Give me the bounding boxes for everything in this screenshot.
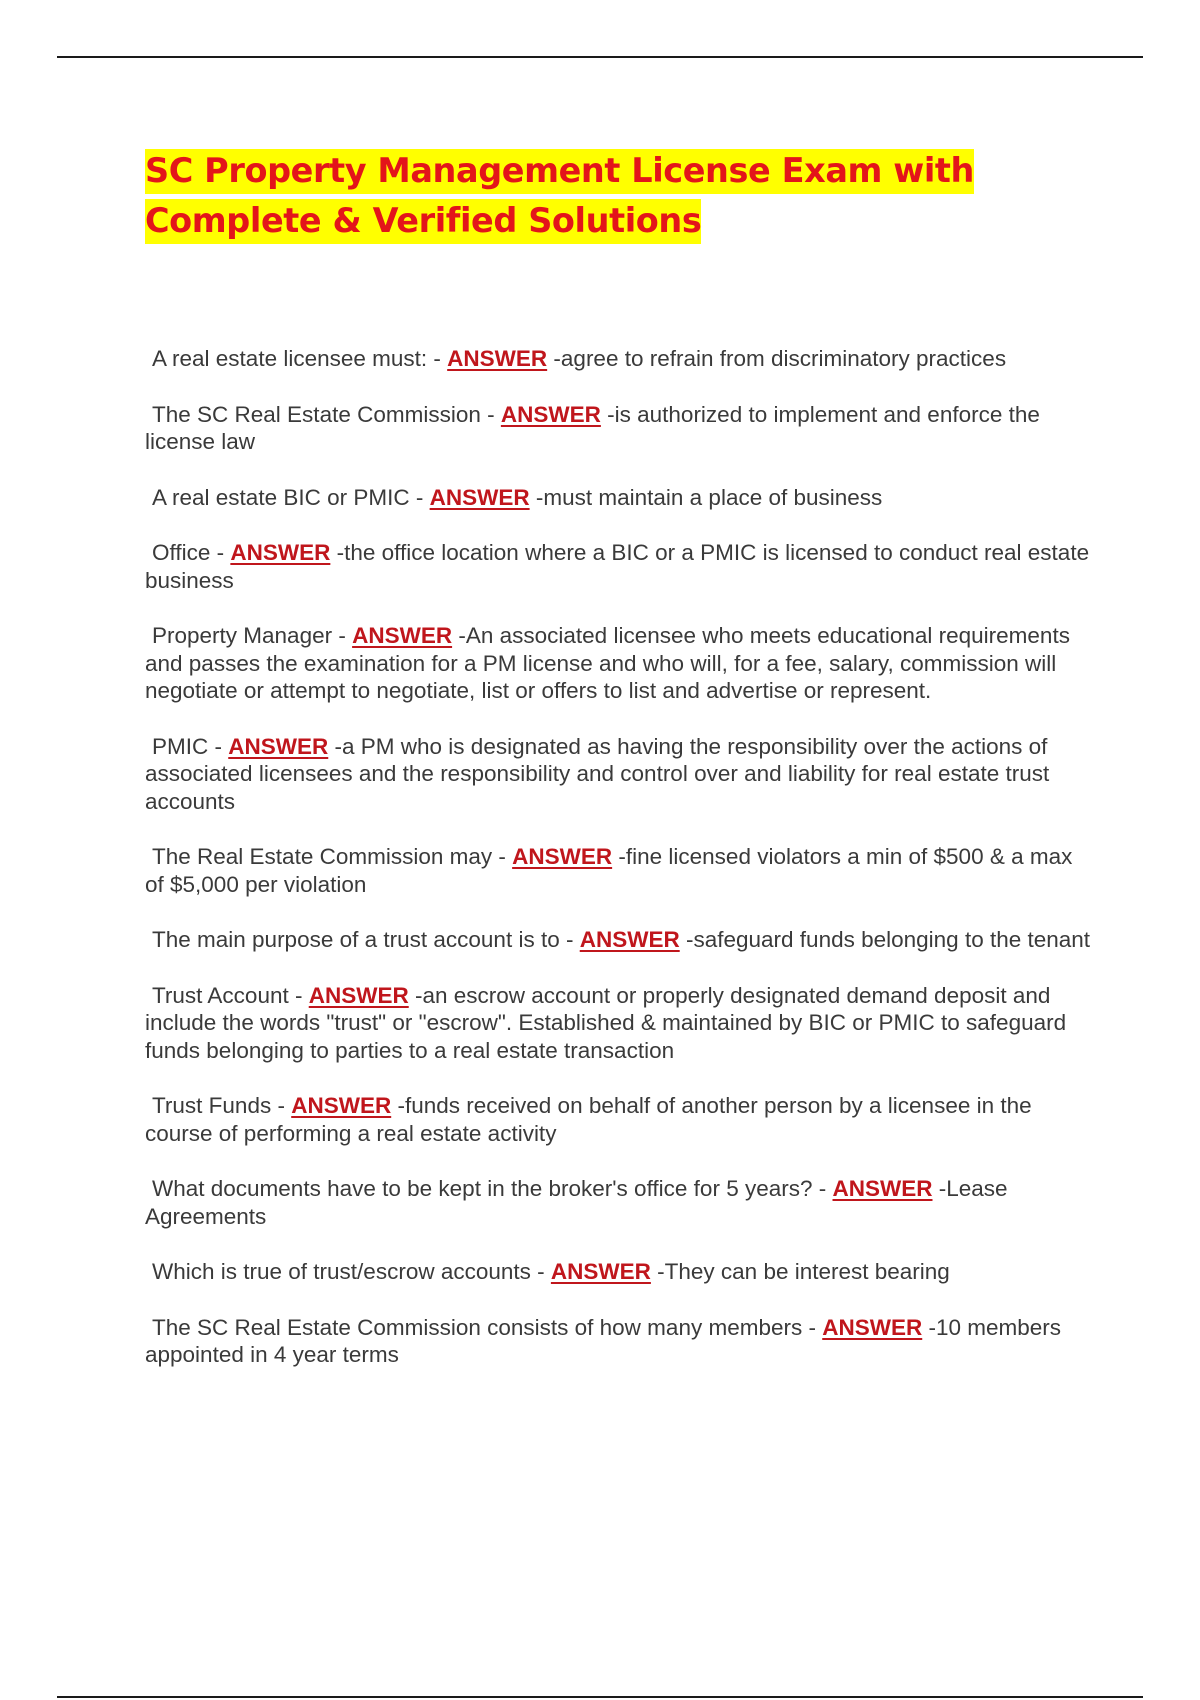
qa-item — [145, 1314, 1095, 1369]
answer-label: ANSWER — [579, 927, 680, 952]
answer-text: -a PM who is designated as having the responsibility over the actions of associated licensees and the responsibility and control over and liability for real estate trust accounts — [145, 733, 1050, 814]
answer-label: ANSWER — [550, 1259, 651, 1284]
answer-text: -funds received on behalf of another person by a licensee in the course of performing a real estate activity — [145, 1093, 1032, 1146]
answer-text: -is authorized to implement and enforce the license law — [145, 401, 1040, 454]
separator: - — [427, 346, 448, 371]
qa-item — [145, 1092, 1095, 1147]
answer-text: -They can be interest bearing — [657, 1259, 950, 1284]
question-text: Which is true of trust/escrow accounts — [152, 1259, 531, 1284]
question-text: The SC Real Estate Commission — [152, 401, 481, 427]
separator: - — [559, 927, 580, 952]
question-text: A real estate BIC or PMIC — [152, 484, 410, 510]
answer-text: -Lease Agreements — [145, 1176, 1008, 1229]
separator: - — [812, 1176, 833, 1201]
separator: - — [480, 401, 501, 427]
answer-label: ANSWER — [308, 982, 409, 1008]
answer-label: ANSWER — [352, 623, 453, 648]
qa-item — [145, 401, 1095, 456]
answer-label: ANSWER — [447, 346, 548, 371]
qa-item — [145, 539, 1095, 594]
answer-label: ANSWER — [832, 1176, 933, 1201]
answer-label: ANSWER — [822, 1314, 923, 1340]
qa-item — [145, 733, 1095, 816]
answer-text: -safeguard funds belonging to the tenant — [685, 927, 1091, 952]
answer-label: ANSWER — [429, 484, 530, 510]
answer-label: ANSWER — [228, 733, 329, 759]
document-title — [145, 146, 1045, 246]
question-text: The main purpose of a trust account is to — [152, 927, 560, 952]
separator: - — [208, 733, 229, 759]
qa-list — [145, 345, 1095, 1397]
answer-label: ANSWER — [230, 540, 331, 565]
question-text: Trust Account — [152, 982, 289, 1008]
qa-item — [145, 926, 1095, 954]
answer-label: ANSWER — [500, 401, 601, 427]
separator: - — [409, 484, 430, 510]
title-line-2: Complete & Verified Solutions — [145, 199, 701, 244]
answer-label: ANSWER — [291, 1093, 392, 1118]
separator: - — [492, 844, 513, 869]
separator: - — [210, 540, 231, 565]
question-text: Trust Funds — [152, 1093, 272, 1118]
question-text: The Real Estate Commission may — [152, 844, 493, 869]
qa-item — [145, 1175, 1095, 1230]
answer-text: -agree to refrain from discriminatory practices — [553, 346, 1007, 371]
header-rule — [57, 56, 1143, 58]
qa-item — [145, 622, 1095, 705]
question-text: A real estate licensee must: — [152, 346, 428, 371]
qa-item — [145, 982, 1095, 1065]
separator: - — [530, 1259, 551, 1284]
answer-text: -must maintain a place of business — [535, 484, 883, 510]
separator: - — [271, 1093, 292, 1118]
qa-item — [145, 1258, 1095, 1286]
qa-item — [145, 843, 1095, 898]
question-text: Office — [152, 540, 211, 565]
footer-rule — [57, 1696, 1143, 1698]
answer-text: -fine licensed violators a min of $500 & a max of $5,000 per violation — [145, 844, 1073, 897]
answer-text: -10 members appointed in 4 year terms — [145, 1314, 1062, 1367]
qa-item — [145, 484, 1095, 512]
qa-item — [145, 345, 1095, 373]
question-text: PMIC — [152, 733, 209, 759]
answer-text: -An associated licensee who meets educational requirements and passes the examination for a PM license and who will, for a fee, salary, commission will negotiate or attempt to negotiate, list or offers to list and advertise or represent. — [145, 623, 1070, 703]
answer-text: -an escrow account or properly designated demand deposit and include the words "trust" or "escrow". Established & maintained by BIC or PMIC to safeguard funds belonging to parties to a real estate transaction — [145, 982, 1067, 1063]
question-text: The SC Real Estate Commission consists of how many members — [152, 1314, 803, 1340]
separator: - — [288, 982, 309, 1008]
title-line-1: SC Property Management License Exam with — [145, 149, 974, 194]
question-text: Property Manager — [152, 623, 333, 648]
separator: - — [332, 623, 353, 648]
question-text: What documents have to be kept in the broker's office for 5 years? — [152, 1176, 813, 1201]
separator: - — [802, 1314, 823, 1340]
answer-label: ANSWER — [512, 844, 613, 869]
answer-text: -the office location where a BIC or a PMIC is licensed to conduct real estate business — [145, 540, 1090, 593]
